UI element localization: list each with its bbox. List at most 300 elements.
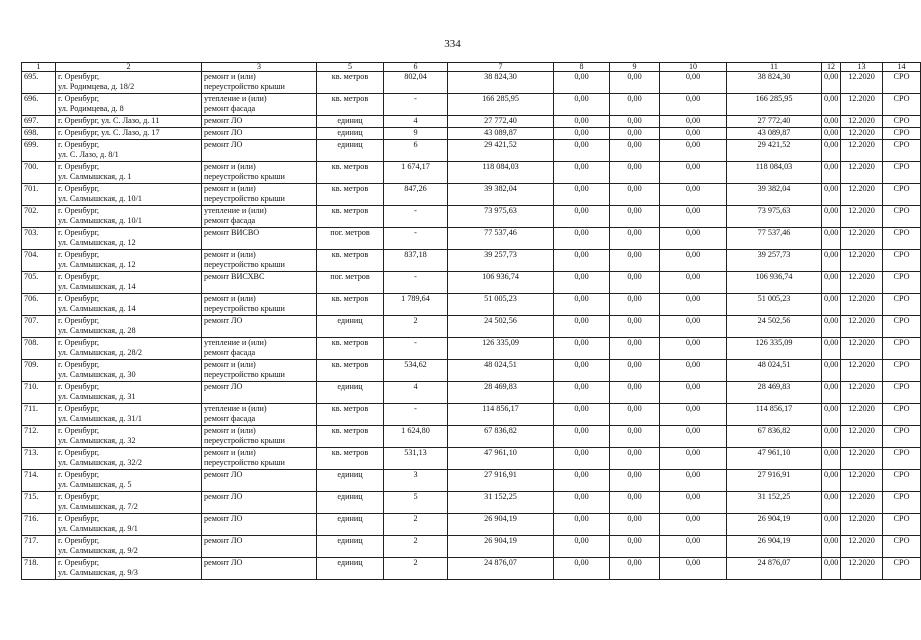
- address-line-2: ул. Салмышская, д. 10/1: [58, 194, 142, 203]
- address-line-2: ул. Салмышская, д. 12: [58, 260, 136, 269]
- amount-cell: 0,00: [660, 404, 727, 426]
- method-cell: СРО: [883, 558, 921, 580]
- work-type-line-1: ремонт и (или): [204, 360, 256, 369]
- volume-cell: 9: [384, 128, 448, 140]
- amount-cell: 0,00: [660, 492, 727, 514]
- method-cell: СРО: [883, 470, 921, 492]
- table-row: [22, 94, 921, 116]
- unit-cell: единиц: [317, 316, 384, 338]
- table-row: [22, 294, 921, 316]
- total-cost-cell: 118 084,03: [448, 162, 554, 184]
- work-type-line-1: утепление и (или): [204, 338, 267, 347]
- deadline-cell: 12.2020: [841, 492, 883, 514]
- fund-amount-cell: 26 904,19: [727, 514, 822, 536]
- amount-cell: 0,00: [554, 492, 610, 514]
- amount-cell: 0,00: [610, 470, 660, 492]
- method-cell: СРО: [883, 514, 921, 536]
- unit-cell: кв. метров: [317, 404, 384, 426]
- address-line-2: ул. Салмышская, д. 28: [58, 326, 136, 335]
- deadline-cell: 12.2020: [841, 316, 883, 338]
- address-line-2: ул. Салмышская, д. 14: [58, 304, 136, 313]
- address-cell: [56, 338, 202, 360]
- amount-cell: 0,00: [660, 272, 727, 294]
- amount-cell: 0,00: [610, 128, 660, 140]
- table-row: [22, 116, 921, 128]
- amount-cell: 0,00: [610, 316, 660, 338]
- work-type-cell: [202, 294, 317, 316]
- deadline-cell: 12.2020: [841, 140, 883, 162]
- address-cell: [56, 228, 202, 250]
- deadline-cell: 12.2020: [841, 514, 883, 536]
- total-cost-cell: 38 824,30: [448, 72, 554, 94]
- work-type-line-1: ремонт ЛО: [204, 558, 243, 567]
- address-cell: [56, 426, 202, 448]
- amount-cell: 0,00: [822, 558, 841, 580]
- fund-amount-cell: 77 537,46: [727, 228, 822, 250]
- unit-cell: кв. метров: [317, 72, 384, 94]
- amount-cell: 0,00: [822, 470, 841, 492]
- header-row: [22, 63, 921, 72]
- table-row: [22, 184, 921, 206]
- work-type-cell: [202, 250, 317, 272]
- method-cell: СРО: [883, 140, 921, 162]
- amount-cell: 0,00: [554, 426, 610, 448]
- amount-cell: 0,00: [554, 72, 610, 94]
- amount-cell: 0,00: [610, 116, 660, 128]
- table-row: [22, 228, 921, 250]
- amount-cell: 0,00: [660, 514, 727, 536]
- address-cell: [56, 382, 202, 404]
- address-line-1: г. Оренбург,: [58, 404, 100, 413]
- volume-cell: 3: [384, 470, 448, 492]
- work-type-cell: [202, 206, 317, 228]
- volume-cell: 2: [384, 536, 448, 558]
- fund-amount-cell: 28 469,83: [727, 382, 822, 404]
- fund-amount-cell: 39 382,04: [727, 184, 822, 206]
- column-header: 7: [448, 63, 554, 72]
- method-cell: СРО: [883, 338, 921, 360]
- total-cost-cell: 26 904,19: [448, 536, 554, 558]
- amount-cell: 0,00: [554, 470, 610, 492]
- fund-amount-cell: 114 856,17: [727, 404, 822, 426]
- amount-cell: 0,00: [660, 94, 727, 116]
- amount-cell: 0,00: [660, 162, 727, 184]
- deadline-cell: 12.2020: [841, 228, 883, 250]
- amount-cell: 0,00: [660, 536, 727, 558]
- address-cell: [56, 514, 202, 536]
- amount-cell: 0,00: [554, 250, 610, 272]
- amount-cell: 0,00: [554, 536, 610, 558]
- address-line-2: ул. Салмышская, д. 32: [58, 436, 136, 445]
- table-row: [22, 128, 921, 140]
- amount-cell: 0,00: [660, 116, 727, 128]
- amount-cell: 0,00: [822, 116, 841, 128]
- volume-cell: -: [384, 206, 448, 228]
- address-line-2: ул. Салмышская, д. 9/3: [58, 568, 138, 577]
- method-cell: СРО: [883, 250, 921, 272]
- fund-amount-cell: 47 961,10: [727, 448, 822, 470]
- work-type-line-1: ремонт ВИСВО: [204, 228, 260, 237]
- amount-cell: 0,00: [660, 294, 727, 316]
- amount-cell: 0,00: [822, 360, 841, 382]
- work-type-cell: [202, 448, 317, 470]
- amount-cell: 0,00: [822, 382, 841, 404]
- work-type-line-1: ремонт и (или): [204, 294, 256, 303]
- row-number-cell: 712.: [22, 426, 56, 448]
- work-type-line-1: ремонт ЛО: [204, 470, 243, 479]
- amount-cell: 0,00: [610, 536, 660, 558]
- address-line-2: ул. С. Лазо, д. 8/1: [58, 150, 119, 159]
- work-type-line-1: ремонт ЛО: [204, 514, 243, 523]
- work-type-line-1: ремонт ЛО: [204, 140, 243, 149]
- method-cell: СРО: [883, 404, 921, 426]
- address-line-1: г. Оренбург,: [58, 470, 100, 479]
- deadline-cell: 12.2020: [841, 72, 883, 94]
- work-type-cell: [202, 228, 317, 250]
- column-header: 13: [841, 63, 883, 72]
- fund-amount-cell: 166 285,95: [727, 94, 822, 116]
- method-cell: СРО: [883, 316, 921, 338]
- work-type-line-1: ремонт ЛО: [204, 116, 243, 125]
- address-line-2: ул. Родимцева, д. 18/2: [58, 82, 135, 91]
- work-type-line-2: переустройство крыши: [204, 436, 285, 445]
- deadline-cell: 12.2020: [841, 250, 883, 272]
- work-type-line-2: переустройство крыши: [204, 458, 285, 467]
- table-row: [22, 162, 921, 184]
- address-line-1: г. Оренбург,: [58, 360, 100, 369]
- unit-cell: кв. метров: [317, 294, 384, 316]
- volume-cell: 2: [384, 316, 448, 338]
- unit-cell: единиц: [317, 382, 384, 404]
- amount-cell: 0,00: [660, 206, 727, 228]
- amount-cell: 0,00: [660, 558, 727, 580]
- work-type-line-2: переустройство крыши: [204, 82, 285, 91]
- fund-amount-cell: 26 904,19: [727, 536, 822, 558]
- work-type-line-1: ремонт ЛО: [204, 492, 243, 501]
- work-type-cell: [202, 116, 317, 128]
- amount-cell: 0,00: [822, 448, 841, 470]
- deadline-cell: 12.2020: [841, 94, 883, 116]
- address-line-1: г. Оренбург,: [58, 492, 100, 501]
- work-type-line-1: ремонт и (или): [204, 72, 256, 81]
- address-cell: [56, 72, 202, 94]
- amount-cell: 0,00: [554, 558, 610, 580]
- unit-cell: кв. метров: [317, 360, 384, 382]
- amount-cell: 0,00: [554, 184, 610, 206]
- address-cell: [56, 558, 202, 580]
- row-number-cell: 708.: [22, 338, 56, 360]
- amount-cell: 0,00: [610, 162, 660, 184]
- column-header: 8: [554, 63, 610, 72]
- table-row: [22, 360, 921, 382]
- amount-cell: 0,00: [660, 448, 727, 470]
- address-line-1: г. Оренбург,: [58, 448, 100, 457]
- amount-cell: 0,00: [610, 492, 660, 514]
- total-cost-cell: 29 421,52: [448, 140, 554, 162]
- column-header: 12: [822, 63, 841, 72]
- table-row: [22, 72, 921, 94]
- volume-cell: -: [384, 272, 448, 294]
- unit-cell: кв. метров: [317, 162, 384, 184]
- volume-cell: 5: [384, 492, 448, 514]
- address-line-1: г. Оренбург,: [58, 316, 100, 325]
- total-cost-cell: 166 285,95: [448, 94, 554, 116]
- work-type-line-2: ремонт фасада: [204, 216, 256, 225]
- fund-amount-cell: 38 824,30: [727, 72, 822, 94]
- method-cell: СРО: [883, 94, 921, 116]
- unit-cell: единиц: [317, 558, 384, 580]
- unit-cell: пог. метров: [317, 228, 384, 250]
- address-line-1: г. Оренбург, ул. С. Лазо, д. 11: [58, 116, 160, 125]
- deadline-cell: 12.2020: [841, 382, 883, 404]
- table-row: [22, 140, 921, 162]
- fund-amount-cell: 39 257,73: [727, 250, 822, 272]
- method-cell: СРО: [883, 272, 921, 294]
- work-type-cell: [202, 94, 317, 116]
- address-line-1: г. Оренбург,: [58, 140, 100, 149]
- address-line-2: ул. Салмышская, д. 9/1: [58, 524, 138, 533]
- work-type-cell: [202, 72, 317, 94]
- volume-cell: 2: [384, 558, 448, 580]
- method-cell: СРО: [883, 206, 921, 228]
- address-line-1: г. Оренбург,: [58, 250, 100, 259]
- address-cell: [56, 536, 202, 558]
- volume-cell: 2: [384, 514, 448, 536]
- unit-cell: кв. метров: [317, 250, 384, 272]
- column-header: 11: [727, 63, 822, 72]
- amount-cell: 0,00: [822, 316, 841, 338]
- address-cell: [56, 206, 202, 228]
- table-row: [22, 558, 921, 580]
- unit-cell: единиц: [317, 470, 384, 492]
- row-number-cell: 718.: [22, 558, 56, 580]
- work-type-line-1: утепление и (или): [204, 404, 267, 413]
- amount-cell: 0,00: [822, 184, 841, 206]
- method-cell: СРО: [883, 426, 921, 448]
- address-cell: [56, 128, 202, 140]
- amount-cell: 0,00: [660, 382, 727, 404]
- total-cost-cell: 73 975,63: [448, 206, 554, 228]
- table-row: [22, 536, 921, 558]
- total-cost-cell: 114 856,17: [448, 404, 554, 426]
- amount-cell: 0,00: [554, 316, 610, 338]
- address-line-1: г. Оренбург,: [58, 94, 100, 103]
- deadline-cell: 12.2020: [841, 338, 883, 360]
- fund-amount-cell: 118 084,03: [727, 162, 822, 184]
- row-number-cell: 717.: [22, 536, 56, 558]
- unit-cell: кв. метров: [317, 338, 384, 360]
- method-cell: СРО: [883, 448, 921, 470]
- total-cost-cell: 47 961,10: [448, 448, 554, 470]
- deadline-cell: 12.2020: [841, 184, 883, 206]
- address-line-2: ул. Салмышская, д. 5: [58, 480, 132, 489]
- work-type-line-1: ремонт ЛО: [204, 128, 243, 137]
- row-number-cell: 699.: [22, 140, 56, 162]
- method-cell: СРО: [883, 536, 921, 558]
- volume-cell: 1 674,17: [384, 162, 448, 184]
- amount-cell: 0,00: [822, 128, 841, 140]
- table-row: [22, 316, 921, 338]
- deadline-cell: 12.2020: [841, 162, 883, 184]
- total-cost-cell: 27 916,91: [448, 470, 554, 492]
- work-type-line-2: ремонт фасада: [204, 414, 256, 423]
- table-row: [22, 470, 921, 492]
- work-type-line-1: утепление и (или): [204, 206, 267, 215]
- volume-cell: 837,18: [384, 250, 448, 272]
- method-cell: СРО: [883, 294, 921, 316]
- work-type-line-2: переустройство крыши: [204, 304, 285, 313]
- unit-cell: кв. метров: [317, 448, 384, 470]
- address-cell: [56, 272, 202, 294]
- work-type-cell: [202, 536, 317, 558]
- row-number-cell: 709.: [22, 360, 56, 382]
- amount-cell: 0,00: [660, 184, 727, 206]
- amount-cell: 0,00: [822, 72, 841, 94]
- unit-cell: пог. метров: [317, 272, 384, 294]
- fund-amount-cell: 67 836,82: [727, 426, 822, 448]
- deadline-cell: 12.2020: [841, 206, 883, 228]
- address-cell: [56, 162, 202, 184]
- row-number-cell: 704.: [22, 250, 56, 272]
- amount-cell: 0,00: [610, 72, 660, 94]
- work-type-line-2: переустройство крыши: [204, 172, 285, 181]
- amount-cell: 0,00: [554, 140, 610, 162]
- volume-cell: 531,13: [384, 448, 448, 470]
- total-cost-cell: 48 024,51: [448, 360, 554, 382]
- address-cell: [56, 448, 202, 470]
- amount-cell: 0,00: [822, 338, 841, 360]
- deadline-cell: 12.2020: [841, 128, 883, 140]
- amount-cell: 0,00: [610, 338, 660, 360]
- row-number-cell: 696.: [22, 94, 56, 116]
- work-type-line-1: ремонт и (или): [204, 162, 256, 171]
- amount-cell: 0,00: [660, 228, 727, 250]
- amount-cell: 0,00: [822, 162, 841, 184]
- deadline-cell: 12.2020: [841, 536, 883, 558]
- fund-amount-cell: 31 152,25: [727, 492, 822, 514]
- address-line-1: г. Оренбург,: [58, 514, 100, 523]
- address-line-1: г. Оренбург,: [58, 184, 100, 193]
- unit-cell: единиц: [317, 536, 384, 558]
- row-number-cell: 695.: [22, 72, 56, 94]
- amount-cell: 0,00: [554, 94, 610, 116]
- volume-cell: 6: [384, 140, 448, 162]
- amount-cell: 0,00: [610, 184, 660, 206]
- volume-cell: 802,04: [384, 72, 448, 94]
- address-cell: [56, 140, 202, 162]
- address-line-1: г. Оренбург,: [58, 206, 100, 215]
- amount-cell: 0,00: [610, 206, 660, 228]
- volume-cell: 1 789,64: [384, 294, 448, 316]
- amount-cell: 0,00: [610, 294, 660, 316]
- work-type-line-1: ремонт и (или): [204, 426, 256, 435]
- table-row: [22, 382, 921, 404]
- unit-cell: кв. метров: [317, 184, 384, 206]
- work-type-cell: [202, 470, 317, 492]
- total-cost-cell: 77 537,46: [448, 228, 554, 250]
- amount-cell: 0,00: [554, 382, 610, 404]
- column-header: 6: [384, 63, 448, 72]
- amount-cell: 0,00: [610, 250, 660, 272]
- table-row: [22, 272, 921, 294]
- volume-cell: 1 624,80: [384, 426, 448, 448]
- capital-repair-table: [21, 62, 921, 580]
- amount-cell: 0,00: [822, 228, 841, 250]
- amount-cell: 0,00: [610, 426, 660, 448]
- amount-cell: 0,00: [610, 448, 660, 470]
- work-type-cell: [202, 558, 317, 580]
- amount-cell: 0,00: [554, 116, 610, 128]
- row-number-cell: 710.: [22, 382, 56, 404]
- table-row: [22, 338, 921, 360]
- total-cost-cell: 67 836,82: [448, 426, 554, 448]
- fund-amount-cell: 43 089,87: [727, 128, 822, 140]
- total-cost-cell: 106 936,74: [448, 272, 554, 294]
- address-cell: [56, 492, 202, 514]
- column-header: 14: [883, 63, 921, 72]
- deadline-cell: 12.2020: [841, 558, 883, 580]
- fund-amount-cell: 24 876,07: [727, 558, 822, 580]
- volume-cell: -: [384, 94, 448, 116]
- address-line-1: г. Оренбург, ул. С. Лазо, д. 17: [58, 128, 160, 137]
- row-number-cell: 698.: [22, 128, 56, 140]
- total-cost-cell: 27 772,40: [448, 116, 554, 128]
- work-type-cell: [202, 184, 317, 206]
- amount-cell: 0,00: [822, 250, 841, 272]
- total-cost-cell: 28 469,83: [448, 382, 554, 404]
- amount-cell: 0,00: [610, 360, 660, 382]
- work-type-line-1: ремонт и (или): [204, 184, 256, 193]
- total-cost-cell: 43 089,87: [448, 128, 554, 140]
- column-header: 9: [610, 63, 660, 72]
- work-type-line-1: ремонт и (или): [204, 250, 256, 259]
- work-type-cell: [202, 272, 317, 294]
- work-type-line-1: ремонт ЛО: [204, 536, 243, 545]
- total-cost-cell: 26 904,19: [448, 514, 554, 536]
- work-type-cell: [202, 382, 317, 404]
- row-number-cell: 700.: [22, 162, 56, 184]
- address-cell: [56, 316, 202, 338]
- amount-cell: 0,00: [554, 228, 610, 250]
- row-number-cell: 713.: [22, 448, 56, 470]
- deadline-cell: 12.2020: [841, 404, 883, 426]
- amount-cell: 0,00: [554, 514, 610, 536]
- work-type-line-2: переустройство крыши: [204, 194, 285, 203]
- column-header: 2: [56, 63, 202, 72]
- work-type-cell: [202, 162, 317, 184]
- address-cell: [56, 470, 202, 492]
- amount-cell: 0,00: [554, 162, 610, 184]
- address-line-1: г. Оренбург,: [58, 272, 100, 281]
- page-number: 334: [444, 38, 461, 50]
- table-row: [22, 492, 921, 514]
- volume-cell: -: [384, 404, 448, 426]
- total-cost-cell: 126 335,09: [448, 338, 554, 360]
- work-type-line-1: ремонт ВИСХВС: [204, 272, 265, 281]
- address-line-2: ул. Салмышская, д. 9/2: [58, 546, 138, 555]
- total-cost-cell: 39 257,73: [448, 250, 554, 272]
- amount-cell: 0,00: [610, 94, 660, 116]
- amount-cell: 0,00: [554, 338, 610, 360]
- address-line-2: ул. Салмышская, д. 30: [58, 370, 136, 379]
- method-cell: СРО: [883, 72, 921, 94]
- amount-cell: 0,00: [610, 140, 660, 162]
- address-line-2: ул. Салмышская, д. 28/2: [58, 348, 142, 357]
- address-cell: [56, 94, 202, 116]
- total-cost-cell: 24 876,07: [448, 558, 554, 580]
- amount-cell: 0,00: [660, 72, 727, 94]
- address-line-2: ул. Салмышская, д. 31/1: [58, 414, 142, 423]
